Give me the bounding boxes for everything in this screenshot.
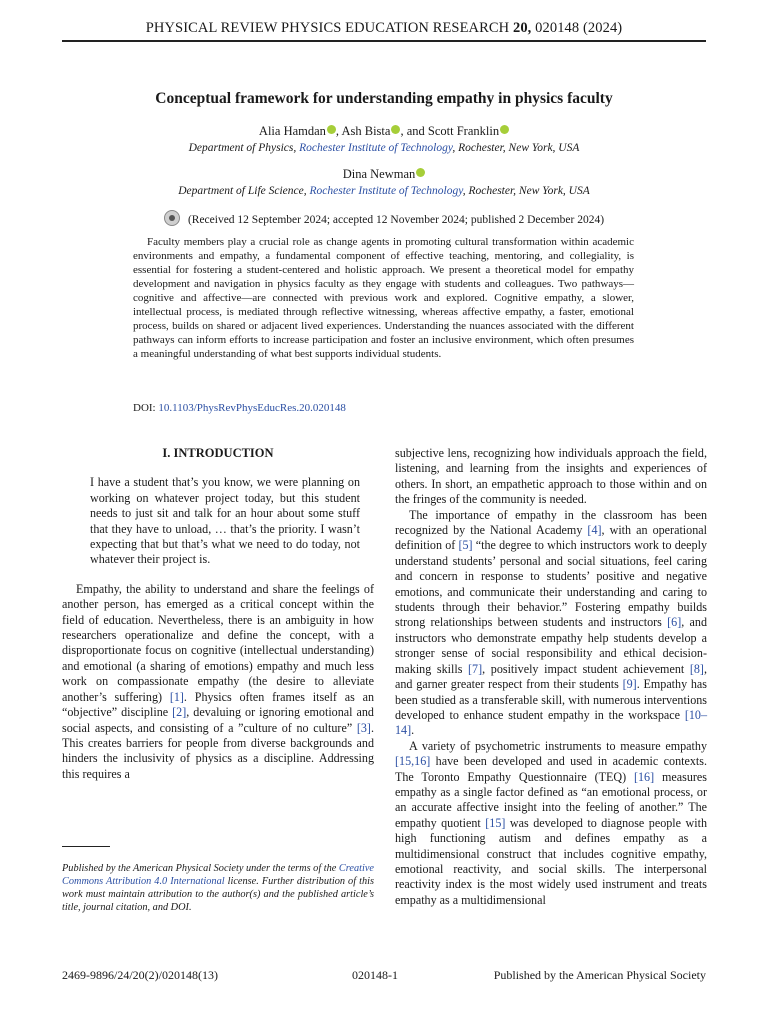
citation-link[interactable]: [8] [689,661,704,676]
body-text: , devaluing or ignoring emotional and social aspects, and consisting of a ”culture of no culture” [62,705,374,735]
body-text: , and instructors who demonstrate empathy help students develop a stronger sense of social responsibility and ethical decision-making skills [395,615,707,676]
license-footnote [62,862,374,914]
journal-name: PHYSICAL REVIEW PHYSICS EDUCATION RESEARCH [145,20,510,36]
footer-issn: 2469-9896/24/20(2)/020148(13) [62,968,218,982]
body-text: . This creates barriers for people from diverse backgrounds and hinders the inclusivity of physics as a discipline. Addressing this requires a [62,720,374,781]
left-column [62,446,374,782]
body-text: “the degree to which instructors work to deeply understand students’ personal and social situations, feel caring and concern in response to students’ positive and negative emotions, and communicate their understanding and caring to students through their behavior.” Fostering empathy builds strong relationships between students and instructors [395,538,707,630]
affiliation-institution-link[interactable]: Rochester Institute of Technology [309,185,463,197]
citation-link[interactable]: [7] [468,661,483,676]
body-text: measures empathy as a single factor defined as “an emotional process, or an accurate affective insight into the feeling of another.” The empathy quotient [395,769,707,830]
citation-link[interactable]: [15,16] [395,754,431,769]
body-text: . [411,723,415,738]
doi-link[interactable]: 10.1103/PhysRevPhysEducRes.20.020148 [158,402,346,414]
journal-volume: 20, [512,20,532,36]
author-name: Ash Bista [341,124,391,138]
footer-page-number: 020148-1 [352,968,398,982]
citation-link[interactable]: [4] [587,523,602,538]
affiliation-institution-link[interactable]: Rochester Institute of Technology [299,142,453,154]
body-text: have been developed and used in academic contexts. The Toronto Empathy Questionnaire (TEQ) [395,754,707,784]
article-number: 020148 (2024) [535,20,623,36]
citation-link[interactable]: [5] [458,538,473,553]
author-name: Scott Franklin [427,124,500,138]
journal-header [62,20,706,37]
footer-publisher: Published by the American Physical Society [493,968,706,982]
author-list-2 [62,167,706,182]
citation-link[interactable]: [16] [633,769,655,784]
affiliation-department: Department of Physics, [188,142,300,154]
epigraph-quote: I have a student that’s you know, we were planning on working on whatever project today, but this student needs to just sit and talk for an hour about some stuff that they have to unload, … that’s the priority. I wasn’t expecting that but that’s what we need to do today, not whatever their project is. [90,475,360,567]
body-text: , positively impact student achievement [482,661,690,676]
body-paragraph [62,582,374,782]
doi-label: DOI: [133,402,159,414]
author-name: Alia Hamdan [258,124,326,138]
license-link[interactable]: Creative Commons Attribution 4.0 International [62,863,374,887]
author-list [62,124,706,139]
body-text: The importance of empathy in the classroom has been recognized by the National Academy [395,507,707,538]
author-name: Dina Newman [342,167,416,181]
citation-link[interactable]: [10–14] [395,707,707,738]
affiliation-2 [62,185,706,197]
footnote-rule [62,846,110,847]
body-text: , and garner greater respect from their students [395,661,707,692]
paper-title: Conceptual framework for understanding empathy in physics faculty [155,90,613,107]
right-column [395,446,707,908]
body-text: . Physics often frames itself as an “objective” discipline [62,689,374,720]
author-separator: , and [400,124,428,138]
doi-line [133,402,346,414]
orcid-icon[interactable] [327,125,336,134]
body-paragraph: subjective lens, recognizing how individuals approach the field, listening, and learning from the insights and experiences of others. In short, an empathetic approach to those within and on the fringes of the community is needed. [395,446,707,507]
body-paragraph [395,739,707,908]
received-text: (Received 12 September 2024; accepted 12 November 2024; published 2 December 2024) [187,214,605,226]
body-text: was developed to diagnose people with high functioning autism and defines empathy as a multidimensional construct that includes cognitive empathy, emotional reactivity, and social skills. The interpersonal reactivity index is the most widely used instrument and treats empathy as a multidimensional [395,815,708,907]
affiliation-department: Department of Life Science, [178,185,310,197]
affiliation-location: , Rochester, New York, USA [452,142,580,154]
abstract: Faculty members play a crucial role as change agents in promoting cultural transformation within academic environments and empathy, a fundamental component of effective teaching, mentoring, and collegiality, is essential for fostering a student-centered and holistic approach. We present a theoretical model for empathy development and navigation in physics faculty as they engage with students and colleagues. Two pathways—cognitive and affective—are connected with previous work and explored. Cognitive empathy, a slower, intellectual process, is mediated through reflective witnessing, whereas affective empathy, a faster, emotional process, builds on shared or adjacent lived experiences. Understanding the nuances associated with the different pathways can inform efforts to increase participation and foster an inclusive environment, which often presumes a meaningful understanding of what best supports individual students. [133,236,634,360]
body-paragraph [395,508,707,739]
citation-link[interactable]: [9] [622,677,637,692]
citation-link[interactable]: [3] [356,720,371,735]
author-separator: , [335,124,342,138]
body-text: , with an operational definition of [395,523,707,553]
body-text: Empathy, the ability to understand and share the feelings of another person, has emerged as a critical concept within the field of education. Nevertheless, there is an ambiguity in how researchers operationalize and define the concept, with a disproportionate focus on cognitive (intellectual understanding) and emotional (a sharing of emotions) empathy and much less work on compassionate empathy (the desire to alleviate another’s suffering) [62,581,374,704]
received-dates [62,210,706,226]
citation-link[interactable]: [6] [667,615,682,630]
section-heading: I. INTRODUCTION [162,446,274,460]
body-text: A variety of psychometric instruments to measure empathy [409,738,707,753]
affiliation-location: , Rochester, New York, USA [462,185,590,197]
orcid-icon[interactable] [500,125,509,134]
citation-link[interactable]: [1] [169,689,184,704]
body-text: . Empathy has been studied as a transferable skill, with numerous interventions developed to enhance student empathy in the workspace [395,677,707,722]
orcid-icon[interactable] [416,168,425,177]
affiliation [62,142,706,154]
check-for-updates-icon[interactable] [164,210,180,226]
header-rule [62,40,706,42]
citation-link[interactable]: [2] [172,705,187,720]
footnote-text: license. Further distribution of this work must maintain attribution to the author(s) and the published article’s title, journal citation, and DOI. [62,876,374,913]
footnote-text: Published by the American Physical Society under the terms of the [62,863,339,874]
citation-link[interactable]: [15] [485,815,506,830]
